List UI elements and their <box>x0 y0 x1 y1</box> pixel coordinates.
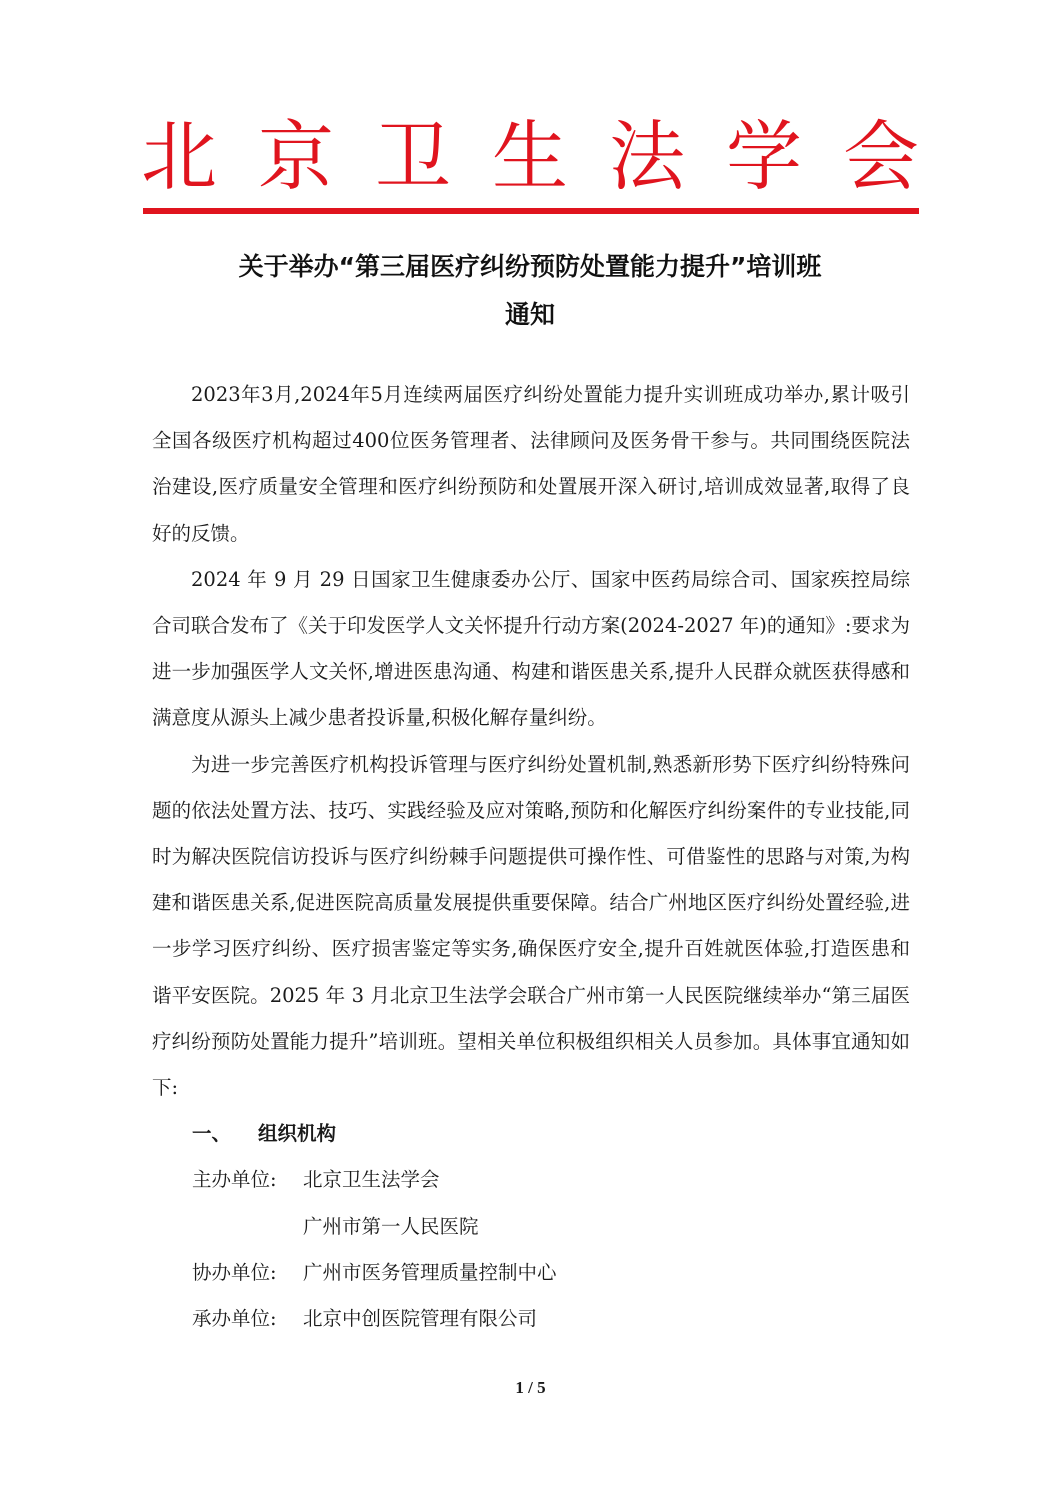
letterhead-char: 法 <box>609 112 685 201</box>
organizer-name: 北京卫生法学会 <box>303 1168 440 1192</box>
page-number: 1 / 5 <box>515 1378 546 1397</box>
document-title <box>140 243 920 339</box>
undertaker-label: 承办单位: <box>192 1307 277 1331</box>
organizer-label: 主办单位: <box>192 1168 277 1192</box>
letterhead-char: 会 <box>843 112 919 201</box>
undertaker-row <box>152 1296 910 1342</box>
organizer-name: 广州市第一人民医院 <box>303 1214 479 1238</box>
coorganizer-row <box>152 1250 910 1296</box>
section-title: 组织机构 <box>258 1122 337 1146</box>
undertaker-name: 北京中创医院管理有限公司 <box>303 1307 538 1331</box>
organizer-row <box>152 1157 910 1203</box>
section-heading <box>152 1111 910 1157</box>
organizer-row <box>152 1204 910 1250</box>
letterhead-char: 生 <box>492 112 568 201</box>
letterhead <box>140 112 920 202</box>
coorganizer-label: 协办单位: <box>192 1260 277 1284</box>
coorganizer-name: 广州市医务管理质量控制中心 <box>303 1260 557 1284</box>
title-line-2: 通知 <box>504 300 555 329</box>
letterhead-divider <box>143 208 919 214</box>
letterhead-char: 北 <box>141 112 217 201</box>
paragraph: 为进一步完善医疗机构投诉管理与医疗纠纷处置机制,熟悉新形势下医疗纠纷特殊问题的依法处置方法、技巧、实践经验及应对策略,预防和化解医疗纠纷案件的专业技能,同时为解决医院信访投诉与医疗纠纷棘手问题提供可操作性、可借鉴性的思路与对策,为构建和谐医患关系,促进医院高质量发展提供重要保障。结合广州地区医疗纠纷处置经验,进一步学习医疗纠纷、医疗损害鉴定等实务,确保医疗安全,提升百姓就医体验,打造医患和谐平安医院。2025 年 3 月北京卫生法学会联合广州市第一人民医院继续举办“第三届医疗纠纷预防处置能力提升”培训班。望相关单位积极组织相关人员参加。具体事宜通知如下: <box>152 752 910 1100</box>
letterhead-char: 卫 <box>375 112 451 201</box>
document-body <box>152 372 910 1342</box>
paragraph: 2023年3月,2024年5月连续两届医疗纠纷处置能力提升实训班成功举办,累计吸引全国各级医疗机构超过400位医务管理者、法律顾问及医务骨干参与。共同围绕医院法治建设,医疗质量安全管理和医疗纠纷预防和处置展开深入研讨,培训成效显著,取得了良好的反馈。 <box>152 383 910 545</box>
letterhead-char: 京 <box>258 112 334 201</box>
title-line-1: 关于举办“第三届医疗纠纷预防处置能力提升”培训班 <box>238 252 822 281</box>
letterhead-char: 学 <box>726 112 802 201</box>
paragraph: 2024 年 9 月 29 日国家卫生健康委办公厅、国家中医药局综合司、国家疾控局综合司联合发布了《关于印发医学人文关怀提升行动方案(2024-2027 年)的通知》:要求为进一步加强医学人文关怀,增进医患沟通、构建和谐医患关系,提升人民群众就医获得感和满意度从源头上减少患者投诉量,积极化解存量纠纷。 <box>152 567 910 730</box>
section-number: 一、 <box>192 1122 232 1146</box>
